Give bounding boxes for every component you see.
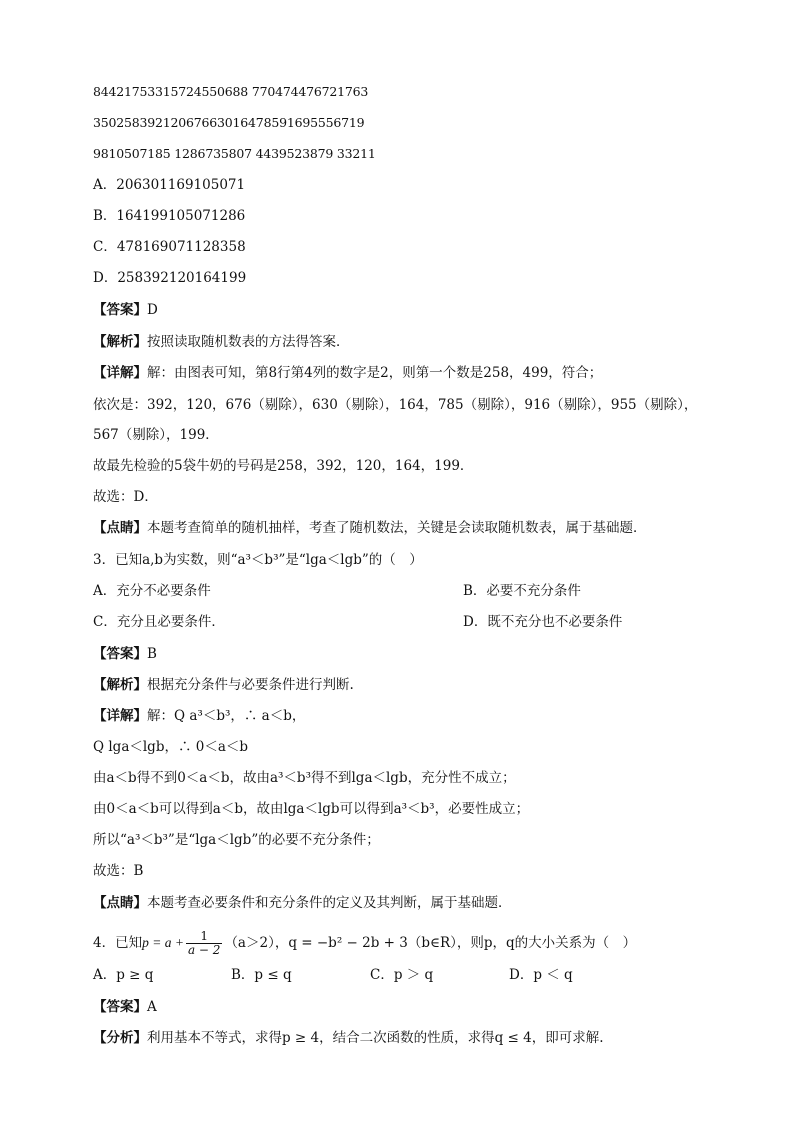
q4-fraction-denominator: a − 2	[187, 943, 221, 957]
answer-tag: 【答案】	[93, 999, 147, 1015]
analysis-text: 根据充分条件与必要条件进行判断.	[147, 677, 354, 693]
detail-tag: 【详解】	[93, 365, 147, 381]
q2-detail-3: 567（剔除），199．	[93, 427, 219, 443]
answer-value: A	[147, 999, 157, 1015]
analysis-tag: 【解析】	[93, 677, 147, 693]
q3-option-d: D．既不充分也不必要条件	[463, 614, 623, 630]
q3-option-a: A．充分不必要条件	[93, 583, 211, 599]
analysis-tag: 【解析】	[93, 334, 147, 350]
q4-option-c: C．p ＞ q	[370, 967, 434, 983]
q2-option-a: A．206301169105071	[93, 177, 246, 193]
q3-option-c: C．充分且必要条件．	[93, 614, 225, 630]
q3-analysis	[93, 675, 734, 695]
detail-tag: 【详解】	[93, 708, 147, 724]
analysis-tag: 【分析】	[93, 1030, 147, 1046]
q3-detail-4: 由0＜a＜b可以得到a＜b，故由lga＜lgb可以得到a³＜b³，必要性成立；	[93, 801, 530, 817]
detail-text: 解：Q a³＜b³，∴ a＜b，	[147, 708, 306, 724]
q4-fraction	[186, 930, 222, 957]
q4-stem-prefix: 4．已知	[93, 935, 143, 951]
q2-option-c: C．478169071128358	[93, 239, 246, 255]
q4-stem	[93, 930, 734, 957]
q3-detail-5: 所以“a³＜b³”是“lga＜lgb”的必要不充分条件；	[93, 832, 380, 848]
q3-answer	[93, 644, 734, 664]
q3-options-row-2	[93, 612, 734, 632]
q2-option-b: B．164199105071286	[93, 208, 246, 224]
q3-detail-3: 由a＜b得不到0＜a＜b，故由a³＜b³得不到lga＜lgb，充分性不成立；	[93, 770, 516, 786]
answer-value: B	[147, 646, 157, 662]
q3-comment	[93, 893, 734, 913]
q3-stem: 3．已知a,b为实数，则“a³＜b³”是“lga＜lgb”的（ ）	[93, 552, 423, 568]
q4-fraction-numerator: 1	[186, 930, 222, 944]
q2-answer	[93, 300, 734, 320]
q3-options-row-1	[93, 581, 734, 601]
random-table-row-2: 35025839212067663016478591695556719	[93, 115, 365, 130]
q3-detail-1	[93, 706, 734, 726]
detail-text: 解：由图表可知，第8行第4列的数字是2，则第一个数是258，499，符合；	[147, 365, 603, 381]
random-table-row-1: 84421753315724550688 770474476721763	[93, 84, 369, 99]
q3-choose: 故选：B	[93, 863, 144, 879]
comment-tag: 【点睛】	[93, 895, 147, 911]
answer-tag: 【答案】	[93, 646, 147, 662]
answer-tag: 【答案】	[93, 302, 147, 318]
q2-option-d: D．258392120164199	[93, 270, 247, 286]
answer-value: D	[147, 302, 158, 318]
q4-stem-rest: （a＞2），q = −b² − 2b + 3（b∈R），则p，q的大小关系为（ ）	[224, 935, 637, 951]
q4-option-a: A．p ≥ q	[93, 967, 154, 983]
q4-answer	[93, 997, 734, 1017]
analysis-text: 利用基本不等式，求得p ≥ 4，结合二次函数的性质，求得q ≤ 4，即可求解.	[147, 1030, 604, 1046]
q2-detail-2: 依次是：392，120，676（剔除），630（剔除），164，785（剔除），916（剔除），955（剔除），	[93, 397, 698, 413]
comment-tag: 【点睛】	[93, 520, 147, 536]
q3-detail-2: Q lga＜lgb，∴ 0＜a＜b	[93, 739, 249, 755]
q4-p-expression: p = a +	[142, 935, 184, 950]
analysis-text: 按照读取随机数表的方法得答案．	[147, 334, 350, 350]
q2-analysis	[93, 332, 734, 352]
q3-option-b: B．必要不充分条件	[463, 583, 581, 599]
q2-choose: 故选：D．	[93, 489, 158, 505]
q2-comment	[93, 518, 734, 538]
q4-option-d: D．p ＜ q	[509, 967, 573, 983]
q2-detail-4: 故最先检验的5袋牛奶的号码是258，392，120，164，199．	[93, 458, 474, 474]
q4-analysis	[93, 1028, 734, 1048]
q4-option-b: B．p ≤ q	[231, 967, 292, 983]
q2-detail-1	[93, 363, 734, 383]
comment-text: 本题考查必要条件和充分条件的定义及其判断，属于基础题．	[147, 895, 512, 911]
random-table-row-3: 9810507185 1286735807 4439523879 33211	[93, 146, 376, 161]
comment-text: 本题考查简单的随机抽样，考查了随机数法，关键是会读取随机数表，属于基础题．	[147, 520, 647, 536]
